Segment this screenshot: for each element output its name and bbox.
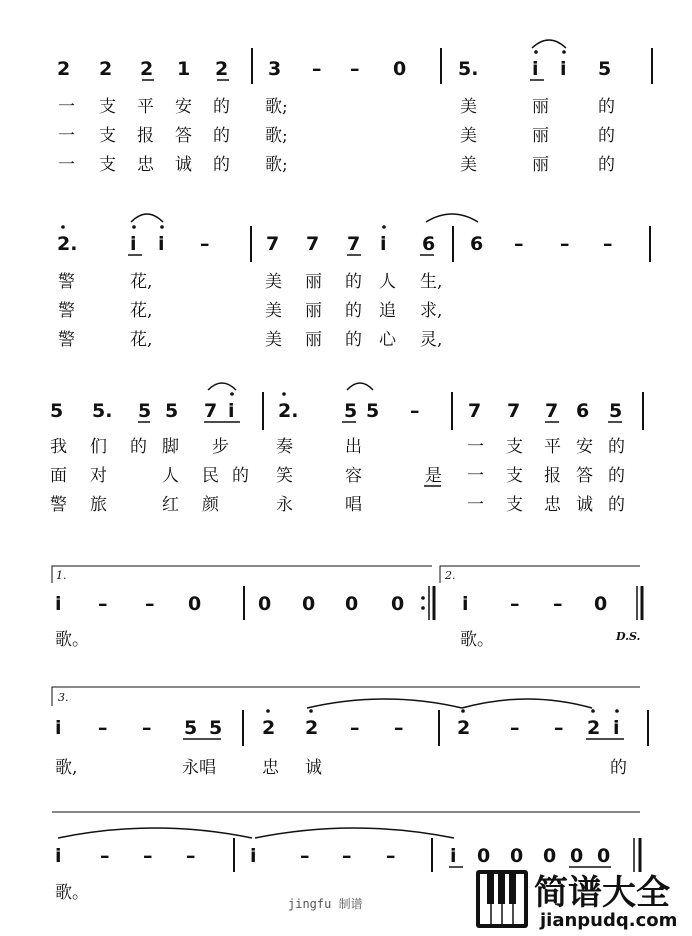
lyric: 出 [345, 437, 362, 457]
lyric: 歌; [265, 126, 288, 146]
lyric: 歌。 [55, 883, 89, 903]
note: 2 [262, 717, 276, 739]
dash: – [560, 233, 570, 255]
lyric: 丽 [532, 155, 549, 175]
note: 2 [587, 717, 601, 739]
dash: – [350, 58, 360, 80]
lyric: 的 [232, 466, 249, 486]
lyric: 追 [379, 301, 396, 321]
lyric: 警 [58, 330, 75, 350]
lyric: 笑 [276, 466, 293, 486]
octave-dot [591, 709, 595, 713]
lyric: 支 [99, 126, 116, 146]
lyric: 丽 [532, 97, 549, 117]
note: 2 [457, 717, 471, 739]
note: 0 [510, 845, 524, 867]
note: 0 [188, 593, 202, 615]
lyric: 的 [608, 466, 625, 486]
note: 0 [597, 845, 611, 867]
tie [462, 699, 592, 708]
piano-keys-icon [476, 870, 528, 928]
system-2 [57, 214, 650, 350]
site-logo[interactable] [476, 870, 677, 931]
lyric: 的 [213, 97, 230, 117]
lyric: 的 [598, 126, 615, 146]
note: 6 [422, 233, 436, 255]
lyric: 答 [576, 466, 593, 486]
lyric: 支 [506, 495, 523, 515]
note: 6 [470, 233, 484, 255]
system-1 [57, 40, 652, 175]
lyric: 一 [467, 466, 484, 486]
lyric: 永 [276, 495, 293, 515]
note: 5. [458, 58, 479, 80]
dash: – [186, 845, 196, 867]
slur [347, 383, 373, 390]
lyric: 唱 [345, 495, 362, 515]
lyric: 民 [202, 466, 219, 486]
ds-marking: D.S. [616, 630, 641, 643]
octave-dot [132, 225, 136, 229]
volta-label-3: 3. [58, 691, 69, 704]
logo-url: jianpudq.com [540, 910, 678, 931]
lyric: 丽 [305, 272, 322, 292]
dash: – [350, 717, 360, 739]
note: 5 [344, 400, 358, 422]
octave-dot [562, 50, 566, 54]
note: i [613, 717, 620, 739]
note: 7 [306, 233, 320, 255]
note: i [55, 845, 62, 867]
volta-label-1: 1. [56, 569, 67, 582]
lyric: 的 [213, 126, 230, 146]
note: 0 [594, 593, 608, 615]
lyric: 安 [576, 437, 593, 457]
note: 2. [278, 400, 299, 422]
volta-bracket-2 [440, 566, 640, 583]
note: 7 [347, 233, 361, 255]
lyric: 的 [608, 437, 625, 457]
note: i [250, 845, 257, 867]
lyric: 丽 [532, 126, 549, 146]
note: i [228, 400, 235, 422]
lyric: 支 [506, 437, 523, 457]
note: 2 [57, 58, 71, 80]
lyric: 警 [58, 301, 75, 321]
lyric: 支 [506, 466, 523, 486]
lyric: 的 [345, 330, 362, 350]
volta-label-2: 2. [445, 569, 456, 582]
lyric: 脚 [162, 437, 179, 457]
lyric: 我 [50, 437, 67, 457]
note: 3 [268, 58, 282, 80]
lyric: 美 [265, 301, 282, 321]
lyric: 诚 [175, 155, 192, 175]
lyric: 答 [175, 126, 192, 146]
note: i [130, 233, 137, 255]
lyric: 支 [99, 155, 116, 175]
note: 0 [302, 593, 316, 615]
lyric: 歌; [265, 97, 288, 117]
lyric: 一 [58, 126, 75, 146]
credit-text: jingfu 制谱 [288, 897, 363, 911]
lyric: 颜 [202, 495, 219, 515]
volta-bracket-1 [52, 566, 432, 583]
note: 5 [184, 717, 198, 739]
dash: – [312, 58, 322, 80]
dash: – [98, 593, 108, 615]
lyric: 诚 [305, 758, 322, 778]
logo-title: 简谱大全 [534, 873, 670, 913]
note: i [450, 845, 457, 867]
dash: – [514, 233, 524, 255]
note: 5 [50, 400, 64, 422]
lyric: 生, [420, 272, 443, 292]
dash: – [143, 845, 153, 867]
note: i [55, 717, 62, 739]
lyric: 的 [598, 155, 615, 175]
system-5 [52, 687, 648, 778]
note: 7 [266, 233, 280, 255]
octave-dot [615, 709, 619, 713]
dash: – [142, 717, 152, 739]
note: 5 [609, 400, 623, 422]
octave-dot [230, 392, 234, 396]
dash: – [386, 845, 396, 867]
repeat-dot [421, 596, 425, 600]
dash: – [200, 233, 210, 255]
lyric: 忠 [137, 155, 154, 175]
lyric: 灵, [420, 330, 443, 350]
note: 2 [140, 58, 154, 80]
slur [208, 383, 236, 390]
note: 5 [209, 717, 223, 739]
lyric: 对 [90, 466, 107, 486]
note: 7 [545, 400, 559, 422]
lyric: 美 [265, 272, 282, 292]
lyric: 人 [379, 272, 396, 292]
lyric: 红 [162, 495, 179, 515]
lyric: 平 [137, 97, 154, 117]
lyric: 丽 [305, 301, 322, 321]
note: 0 [258, 593, 272, 615]
lyric: 花, [130, 301, 153, 321]
octave-dot [534, 50, 538, 54]
dash: – [410, 400, 420, 422]
note: i [158, 233, 165, 255]
note: i [380, 233, 387, 255]
tie [307, 699, 462, 708]
octave-dot [461, 709, 465, 713]
note: i [462, 593, 469, 615]
dash: – [394, 717, 404, 739]
octave-dot [309, 709, 313, 713]
lyric: 一 [58, 155, 75, 175]
note: 0 [391, 593, 405, 615]
lyric: 的 [345, 301, 362, 321]
dash: – [554, 717, 564, 739]
note: 5 [598, 58, 612, 80]
lyric: 旅 [90, 495, 107, 515]
note: 0 [543, 845, 557, 867]
slur [131, 214, 163, 222]
lyric: 花, [130, 330, 153, 350]
lyric: 永唱 [182, 758, 216, 778]
octave-dot [61, 225, 65, 229]
note: i [55, 593, 62, 615]
tie [58, 828, 252, 838]
lyric: 诚 [576, 495, 593, 515]
repeat-dot [421, 606, 425, 610]
lyric: 安 [175, 97, 192, 117]
note: 1 [177, 58, 191, 80]
lyric: 一 [58, 97, 75, 117]
system-4 [52, 566, 642, 650]
volta-bracket-3 [52, 687, 640, 706]
dash: – [300, 845, 310, 867]
lyric: 歌。 [460, 630, 494, 650]
lyric: 步 [212, 437, 229, 457]
dash: – [510, 717, 520, 739]
note: 0 [570, 845, 584, 867]
lyric: 美 [460, 126, 477, 146]
note: 7 [507, 400, 521, 422]
lyric: 忠 [544, 495, 561, 515]
lyric: 的 [213, 155, 230, 175]
lyric: 容 [345, 466, 362, 486]
lyric: 心 [379, 330, 396, 350]
note: 5 [165, 400, 179, 422]
lyric: 一 [467, 437, 484, 457]
dash: – [342, 845, 352, 867]
lyric: 支 [99, 97, 116, 117]
lyric: 花, [130, 272, 153, 292]
lyric: 报 [137, 126, 154, 146]
lyric: 的 [610, 758, 627, 778]
dash: – [98, 717, 108, 739]
lyric: 是 [425, 466, 442, 486]
note: 2 [215, 58, 229, 80]
lyric: 歌; [265, 155, 288, 175]
dash: – [100, 845, 110, 867]
octave-dot [282, 392, 286, 396]
dash: – [510, 593, 520, 615]
dash: – [603, 233, 613, 255]
lyric: 奏 [276, 437, 293, 457]
slur [532, 40, 566, 48]
lyric: 的 [608, 495, 625, 515]
tie [255, 828, 454, 838]
note: 0 [477, 845, 491, 867]
lyric: 求, [420, 301, 443, 321]
note: 5. [92, 400, 113, 422]
lyric: 的 [345, 272, 362, 292]
note: 7 [468, 400, 482, 422]
lyric: 报 [544, 466, 561, 486]
note: 7 [204, 400, 218, 422]
lyric: 平 [544, 437, 561, 457]
note: 0 [393, 58, 407, 80]
lyric: 美 [460, 155, 477, 175]
lyric: 歌, [55, 758, 78, 778]
lyric: 人 [162, 466, 179, 486]
tie [426, 214, 478, 222]
lyric: 忠 [262, 758, 279, 778]
lyric: 们 [90, 437, 107, 457]
system-3 [50, 383, 643, 515]
note: i [532, 58, 539, 80]
note: 6 [576, 400, 590, 422]
lyric: 面 [50, 466, 67, 486]
note: 5 [366, 400, 380, 422]
octave-dot [160, 225, 164, 229]
octave-dot [382, 225, 386, 229]
note: 5 [138, 400, 152, 422]
note: 0 [345, 593, 359, 615]
note: 2. [57, 233, 78, 255]
lyric: 的 [598, 97, 615, 117]
lyric: 一 [467, 495, 484, 515]
lyric: 的 [130, 437, 147, 457]
lyric: 美 [460, 97, 477, 117]
lyric: 警 [58, 272, 75, 292]
note: 2 [305, 717, 319, 739]
lyric: 歌。 [55, 630, 89, 650]
note: 2 [99, 58, 113, 80]
lyric: 警 [50, 495, 67, 515]
dash: – [553, 593, 563, 615]
lyric: 美 [265, 330, 282, 350]
octave-dot [266, 709, 270, 713]
note: i [560, 58, 567, 80]
lyric: 丽 [305, 330, 322, 350]
dash: – [145, 593, 155, 615]
